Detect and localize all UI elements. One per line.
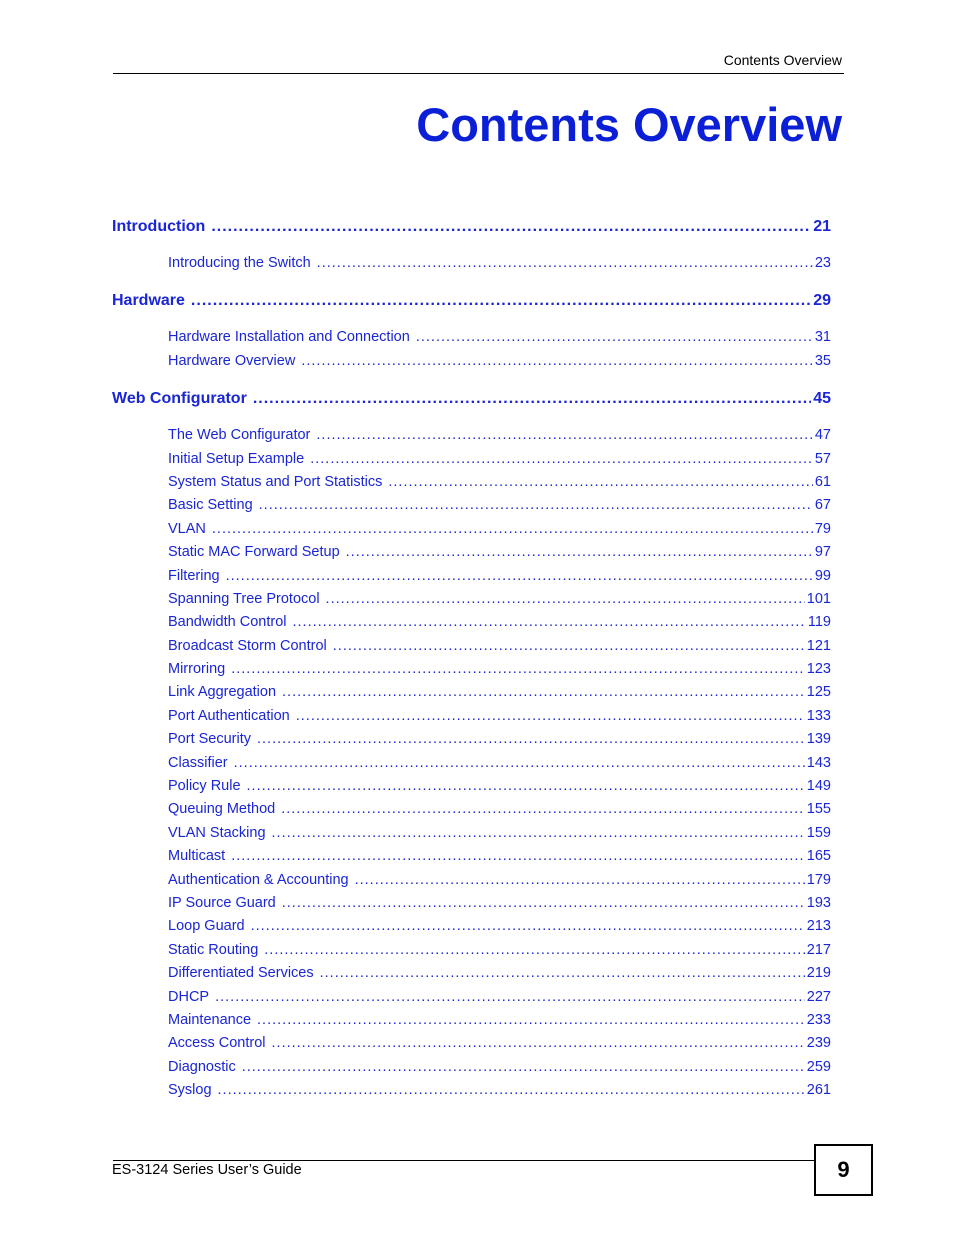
- toc-chapter-page: 179: [806, 871, 831, 888]
- toc-chapter-title: Loop Guard: [168, 918, 245, 935]
- toc-chapter-title: Classifier: [168, 754, 228, 771]
- dot-leader: [212, 521, 813, 537]
- page-number-box: [814, 1144, 873, 1196]
- toc-chapter-list: [168, 427, 831, 1105]
- toc-chapter-entry[interactable]: [168, 544, 831, 567]
- dot-leader: [326, 591, 805, 607]
- toc-chapter-page: 155: [806, 801, 831, 818]
- dot-leader: [272, 825, 805, 841]
- toc-chapter-entry[interactable]: [168, 1082, 831, 1105]
- dot-leader: [257, 1012, 805, 1028]
- toc-chapter-entry[interactable]: [168, 778, 831, 801]
- toc-chapter-page: 165: [806, 848, 831, 865]
- toc-chapter-page: 159: [806, 824, 831, 841]
- toc-chapter-title: Bandwidth Control: [168, 614, 287, 631]
- toc-chapter-list: [168, 255, 831, 278]
- toc-chapter-entry[interactable]: [168, 755, 831, 778]
- toc-chapter-title: Static MAC Forward Setup: [168, 544, 340, 561]
- toc-part-entry[interactable]: [112, 218, 831, 241]
- toc-chapter-entry[interactable]: [168, 474, 831, 497]
- toc-chapter-title: Diagnostic: [168, 1058, 236, 1075]
- toc-chapter-entry[interactable]: [168, 661, 831, 684]
- toc-chapter-page: 35: [814, 352, 831, 369]
- toc-part-page: 29: [813, 292, 831, 310]
- toc-chapter-entry[interactable]: [168, 638, 831, 661]
- header-divider: [113, 73, 844, 74]
- toc-chapter-title: Differentiated Services: [168, 965, 314, 982]
- toc-chapter-entry[interactable]: [168, 1012, 831, 1035]
- dot-leader: [253, 390, 811, 408]
- toc-chapter-title: Filtering: [168, 567, 220, 584]
- toc-chapter-entry[interactable]: [168, 591, 831, 614]
- toc-part-page: 45: [813, 390, 831, 408]
- toc-chapter-title: Multicast: [168, 848, 226, 865]
- dot-leader: [231, 848, 805, 864]
- toc-chapter-title: Access Control: [168, 1035, 266, 1052]
- toc-chapter-entry[interactable]: [168, 427, 831, 450]
- toc-chapter-entry[interactable]: [168, 451, 831, 474]
- toc-chapter-entry[interactable]: [168, 731, 831, 754]
- toc-chapter-page: 219: [806, 965, 831, 982]
- toc-chapter-entry[interactable]: [168, 568, 831, 591]
- toc-chapter-page: 133: [806, 707, 831, 724]
- toc-chapter-entry[interactable]: [168, 989, 831, 1012]
- toc-part-title: Hardware: [112, 292, 185, 310]
- toc-chapter-page: 217: [806, 941, 831, 958]
- toc-chapter-page: 233: [806, 1011, 831, 1028]
- dot-leader: [310, 451, 813, 467]
- toc-chapter-entry[interactable]: [168, 918, 831, 941]
- table-of-contents: [112, 218, 831, 1120]
- toc-chapter-entry[interactable]: [168, 255, 831, 278]
- dot-leader: [296, 708, 805, 724]
- toc-chapter-title: Hardware Overview: [168, 352, 296, 369]
- dot-leader: [191, 292, 811, 310]
- toc-chapter-page: 31: [814, 329, 831, 346]
- toc-chapter-entry[interactable]: [168, 1059, 831, 1082]
- dot-leader: [355, 872, 805, 888]
- dot-leader: [247, 778, 805, 794]
- toc-chapter-page: 97: [814, 544, 831, 561]
- dot-leader: [211, 218, 811, 236]
- toc-part-title: Web Configurator: [112, 390, 247, 408]
- toc-chapter-page: 143: [806, 754, 831, 771]
- toc-chapter-title: Broadcast Storm Control: [168, 637, 327, 654]
- dot-leader: [316, 427, 812, 443]
- toc-chapter-title: Queuing Method: [168, 801, 276, 818]
- dot-leader: [218, 1082, 805, 1098]
- toc-chapter-title: DHCP: [168, 988, 210, 1005]
- dot-leader: [242, 1059, 805, 1075]
- toc-chapter-title: Authentication & Accounting: [168, 871, 349, 888]
- toc-chapter-page: 23: [814, 255, 831, 271]
- toc-chapter-page: 259: [806, 1058, 831, 1075]
- toc-chapter-page: 193: [806, 894, 831, 911]
- toc-chapter-entry[interactable]: [168, 965, 831, 988]
- dot-leader: [251, 918, 805, 934]
- dot-leader: [320, 965, 805, 981]
- dot-leader: [282, 684, 805, 700]
- running-header: Contents Overview: [723, 52, 842, 68]
- toc-chapter-title: Hardware Installation and Connection: [168, 329, 410, 346]
- toc-chapter-entry[interactable]: [168, 497, 831, 520]
- toc-chapter-title: Port Authentication: [168, 707, 290, 724]
- toc-chapter-page: 239: [806, 1035, 831, 1052]
- dot-leader: [293, 614, 806, 630]
- toc-chapter-entry[interactable]: [168, 353, 831, 376]
- toc-chapter-entry[interactable]: [168, 872, 831, 895]
- toc-chapter-title: Basic Setting: [168, 497, 253, 514]
- toc-chapter-title: Spanning Tree Protocol: [168, 590, 320, 607]
- dot-leader: [281, 801, 805, 817]
- toc-chapter-title: The Web Configurator: [168, 427, 311, 444]
- toc-chapter-entry[interactable]: [168, 614, 831, 637]
- dot-leader: [333, 638, 805, 654]
- toc-chapter-title: System Status and Port Statistics: [168, 473, 383, 490]
- toc-chapter-title: IP Source Guard: [168, 894, 276, 911]
- toc-chapter-page: 61: [814, 473, 831, 490]
- dot-leader: [257, 731, 805, 747]
- toc-chapter-title: Maintenance: [168, 1011, 252, 1028]
- toc-chapter-title: Introducing the Switch: [168, 255, 311, 271]
- toc-chapter-title: VLAN Stacking: [168, 824, 266, 841]
- dot-leader: [259, 497, 813, 513]
- dot-leader: [231, 661, 805, 677]
- toc-chapter-title: Syslog: [168, 1082, 212, 1099]
- toc-chapter-title: Link Aggregation: [168, 684, 277, 701]
- toc-chapter-page: 57: [814, 450, 831, 467]
- toc-chapter-page: 261: [806, 1082, 831, 1099]
- toc-chapter-entry[interactable]: [168, 684, 831, 707]
- toc-chapter-entry[interactable]: [168, 801, 831, 824]
- dot-leader: [282, 895, 805, 911]
- toc-part-title: Introduction: [112, 218, 206, 235]
- toc-part-entry[interactable]: [112, 292, 831, 315]
- toc-chapter-page: 101: [806, 590, 831, 607]
- toc-chapter-title: Static Routing: [168, 941, 259, 958]
- dot-leader: [346, 544, 813, 560]
- footer-guide-name: ES-3124 Series User’s Guide: [112, 1162, 302, 1178]
- toc-chapter-page: 149: [806, 778, 831, 795]
- dot-leader: [234, 755, 805, 771]
- toc-chapter-title: Policy Rule: [168, 778, 241, 795]
- toc-chapter-entry[interactable]: [168, 1035, 831, 1058]
- toc-chapter-page: 125: [806, 684, 831, 701]
- toc-chapter-entry[interactable]: [168, 848, 831, 871]
- toc-chapter-title: Mirroring: [168, 661, 226, 678]
- dot-leader: [215, 989, 805, 1005]
- toc-chapter-title: VLAN: [168, 520, 206, 537]
- toc-chapter-page: 67: [814, 497, 831, 514]
- dot-leader: [226, 568, 813, 584]
- toc-chapter-page: 121: [806, 637, 831, 654]
- toc-part-entry[interactable]: [112, 390, 831, 413]
- toc-chapter-page: 119: [807, 614, 831, 631]
- toc-chapter-page: 79: [814, 520, 831, 537]
- toc-chapter-title: Port Security: [168, 731, 251, 748]
- toc-chapter-page: 227: [806, 988, 831, 1005]
- page-title: Contents Overview: [416, 98, 842, 151]
- dot-leader: [264, 942, 805, 958]
- toc-chapter-entry[interactable]: [168, 708, 831, 731]
- toc-chapter-entry[interactable]: [168, 329, 831, 352]
- toc-chapter-page: 123: [806, 661, 831, 678]
- dot-leader: [388, 474, 812, 490]
- toc-chapter-entry[interactable]: [168, 521, 831, 544]
- toc-chapter-title: Initial Setup Example: [168, 450, 305, 467]
- dot-leader: [317, 255, 813, 271]
- page-number: 9: [837, 1157, 850, 1182]
- toc-chapter-page: 47: [814, 427, 831, 444]
- toc-chapter-entry[interactable]: [168, 825, 831, 848]
- footer-divider: [113, 1160, 814, 1161]
- toc-part-page: 21: [813, 218, 831, 235]
- toc-chapter-entry[interactable]: [168, 895, 831, 918]
- toc-chapter-page: 139: [806, 731, 831, 748]
- dot-leader: [272, 1035, 805, 1051]
- toc-chapter-list: [168, 329, 831, 376]
- toc-chapter-page: 99: [814, 567, 831, 584]
- toc-chapter-entry[interactable]: [168, 942, 831, 965]
- dot-leader: [301, 353, 813, 369]
- toc-chapter-page: 213: [806, 918, 831, 935]
- dot-leader: [416, 329, 813, 345]
